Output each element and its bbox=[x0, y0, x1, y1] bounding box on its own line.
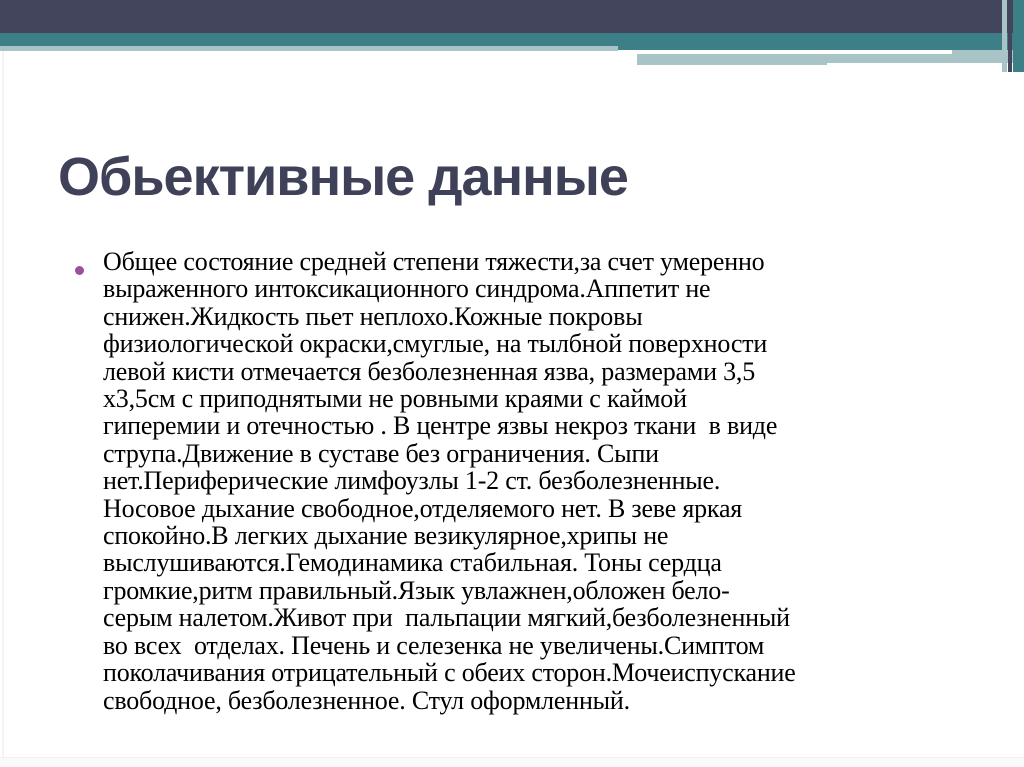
body-line: Носовое дыхание свободное,отделяемого нет. В зеве яркая bbox=[103, 493, 743, 523]
body-line: Общее состояние средней степени тяжести,за счет умеренно bbox=[103, 247, 765, 276]
slide-title: Обьективные данные bbox=[58, 147, 628, 207]
body-line: выслушиваются.Гемодинамика стабильная. Тоны сердца bbox=[103, 548, 722, 578]
body-line: спокойно.В легких дыхание везикулярное,хрипы не bbox=[103, 521, 669, 551]
body-line: снижен.Жидкость пьет неплохо.Кожные покровы bbox=[103, 301, 643, 331]
banner-sage-block-right-a bbox=[637, 54, 827, 65]
body-line: выраженного интоксикационного синдрома.Аппетит не bbox=[103, 274, 711, 304]
body-line: струпа.Движение в суставе без ограничения. Сыпи bbox=[103, 438, 659, 468]
slide-left-edge-line bbox=[2, 51, 4, 759]
banner-sage-block-right-b bbox=[827, 54, 1024, 63]
body-line: серым налетом.Живот при пальпации мягкий,безболезненный bbox=[103, 603, 790, 633]
corner-stripe-sage bbox=[1002, 0, 1007, 72]
slide-bottom-strip bbox=[0, 757, 1024, 767]
body-line: поколачивания отрицательный с обеих сторон.Мочеиспускание bbox=[103, 658, 796, 688]
body-line: гиперемии и отечностью . В центре язвы некроз ткани в виде bbox=[103, 411, 778, 441]
corner-stripe-dark bbox=[1008, 0, 1012, 72]
body-line: во всех отделах. Печень и селезенка не увеличены.Симптом bbox=[103, 630, 765, 660]
banner-dark-bar bbox=[0, 0, 1024, 33]
corner-stripe-teal bbox=[1013, 0, 1024, 72]
body-line: х3,5см с приподнятыми не ровными краями с каймой bbox=[103, 384, 687, 414]
body-line: физиологической окраски,смуглые, на тылбной поверхности bbox=[103, 329, 768, 359]
banner-teal-bar bbox=[0, 33, 1024, 46]
slide-body-text bbox=[103, 248, 983, 714]
body-line: громкие,ритм правильный.Язык увлажнен,обложен бело- bbox=[103, 575, 730, 605]
body-line: левой кисти отмечается безболезненная язва, размерами 3,5 bbox=[103, 356, 756, 386]
banner-sage-line-left bbox=[0, 46, 618, 51]
banner-white-accent-line bbox=[637, 50, 952, 54]
body-line: свободное, безболезненное. Стул оформленный. bbox=[103, 685, 630, 715]
body-line: нет.Периферические лимфоузлы 1-2 ст. безболезненные. bbox=[103, 466, 721, 496]
bullet-marker bbox=[75, 266, 84, 275]
